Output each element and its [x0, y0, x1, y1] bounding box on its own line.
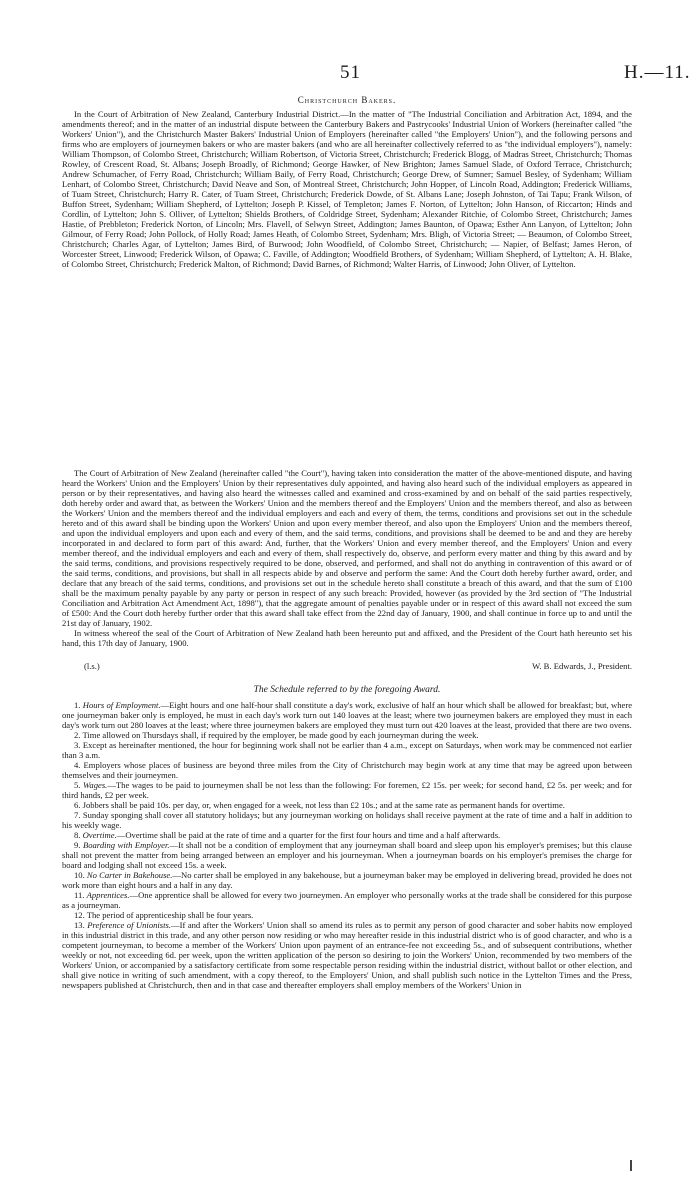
clause-heading: Boarding with Employer. — [82, 840, 170, 850]
clause-number: 6. — [74, 800, 83, 810]
schedule-clause — [62, 740, 632, 760]
clause-text: —Overtime shall be paid at the rate of time and a quarter for the first four hours and time and a half afterwards. — [116, 830, 501, 840]
award-paragraph: The Court of Arbitration of New Zealand (hereinafter called "the Court"), having taken into consideration the matter of the above-mentioned dispute, and having heard the Workers' Union and the Employers' Union by their representatives duly appointed, and having also heard such of the individual employers as appeared in person or by their representatives, and having also heard the witnesses called and examined and cross-examined by and on behalf of the said parties respectively, doth hereby order and award that, as between the Workers' Union and the members thereof and the Employers' Union and the members thereof, and also as between the Workers' Union and the members thereof and the individual employers and each and every of them, the terms, conditions and provisions set out in the schedule hereto and of this award shall be binding upon the Workers' Union and upon every member thereof, and also upon the Employers' Union and the members thereof, and upon the individual employers and upon each and every of them, and the said terms, conditions, and provisions shall be deemed to be and and they are hereby incorporated in and declared to form part of this award: And, further, that the Workers' Union and every member thereof, and the Employers' Union and every member thereof, and the individual employers and each and every of them, shall respectively do, observe, and perform every matter and thing by this award and by the said terms, conditions, and provisions respectively required to be done, observed, and performed, and shall not do anything in contravention of this award or of the said terms, conditions, and provisions, but shall in all respects abide by and observe and perform the same: And the Court doth hereby further award, order, and declare that any breach of the said terms, conditions, and provisions set out in the schedule hereto shall constitute a breach of this award, and that the sum of £100 shall be the maximum penalty payable by any party or person in respect of any such breach: Provided, however (as provided by the 3rd section of "The Industrial Conciliation and Arbitration Act Amendment Act, 1898"), that the aggregate amount of penalties payable under or in respect of this award shall not exceed the sum of £500: And the Court doth hereby further order that this award shall take effect from the 22nd day of January, 1900, and shall continue in force up to and until the 21st day of January, 1902. — [62, 468, 632, 628]
schedule-clause — [62, 920, 632, 990]
schedule-title: The Schedule referred to by the foregoing Award. — [253, 685, 441, 695]
schedule-clause — [62, 830, 632, 840]
clause-text: —It shall not be a condition of employment that any journeyman shall board and sleep upon his employer's premises; but this clause shall not prevent the matter from being arranged between an employer and his journeyman. When a journeyman boards on his employer's premises the charge for board and lodging shall not exceed 15s. a week. — [62, 840, 632, 870]
clause-number: 4. — [74, 760, 84, 770]
clause-text: —Eight hours and one half-hour shall constitute a day's work, exclusive of half an hour which shall be allowed for breakfast; but, where one journeyman baker only is employed, he must in each day's work turn out 140 loaves at the least; where two journeymen bakers are employed they must in each day's work turn out 280 loaves at the least; where three journeymen bakers are employed they must turn out 420 loaves at the least, provided that there are two ovens. — [62, 700, 633, 730]
schedule-clause — [62, 870, 632, 890]
president-signature: W. B. Edwards, J., President. — [532, 661, 632, 671]
clause-text: Employers whose places of business are beyond three miles from the City of Christchurch may begin work at any time that may be agreed upon between themselves and their journeymen. — [62, 760, 633, 780]
schedule-clause — [62, 730, 632, 740]
schedule-clause — [62, 910, 632, 920]
page-number: 51 — [340, 62, 361, 83]
witness-paragraph: In witness whereof the seal of the Court of Arbitration of New Zealand hath been hereunto put and affixed, and the President of the Court hath hereunto set his hand, this 17th day of January, 1900. — [62, 628, 632, 648]
clause-number: 7. — [74, 810, 83, 820]
clause-number: 10. — [74, 870, 87, 880]
schedule-clause — [62, 810, 632, 830]
clause-heading: Overtime. — [82, 830, 117, 840]
clause-text: —The wages to be paid to journeymen shall be not less than the following: For foremen, £2 15s. per week; for second hand, £2 5s. per week; and for third hands, £2 per week. — [62, 780, 633, 800]
clause-number: 12. — [74, 910, 87, 920]
margin-mark — [630, 1160, 632, 1171]
clause-number: 1. — [74, 700, 83, 710]
clause-heading: No Carter in Bakehouse. — [86, 870, 173, 880]
clause-heading: Preference of Unionists. — [87, 920, 172, 930]
clause-text: Jobbers shall be paid 10s. per day, or, when engaged for a week, not less than £2 10s.; and at the same rate as permanent hands for overtime. — [82, 800, 565, 810]
schedule-clause — [62, 840, 632, 870]
clause-number: 9. — [74, 840, 83, 850]
clause-text: Time allowed on Thursdays shall, if required by the employer, be made good by each journeyman during the week. — [82, 730, 479, 740]
section-title: Christchurch Bakers. — [297, 95, 397, 105]
clause-number: 11. — [74, 890, 87, 900]
schedule-clause — [62, 760, 632, 780]
clause-number: 3. — [74, 740, 83, 750]
clause-text: —If and after the Workers' Union shall so amend its rules as to permit any person of good character and sober habits now employed in this industrial district in this trade, and any other person now residing or who may hereafter reside in this industrial district who is of good character, and who is a competent journeyman, to become a member of the Workers' Union upon payment of an entrance-fee not exceeding 5s., and of subsequent contributions, whether weekly or not, not exceeding 6d. per week, upon the written application of the person so desiring to join the Workers' Union, recommended by two members of the Workers' Union, or accompanied by a satisfactory certificate from some respectable person residing within the industrial district, without ballot or other election, and shall give notice in writing of such amendment, with a copy thereof, to the Employers' Union, and shall publish such notice in the Lyttelton Times and the Press, newspapers published at Christchurch, then and in that case and thereafter employers shall employ members of the Workers' Union in — [62, 920, 633, 990]
document-reference: H.—11. — [624, 62, 691, 83]
clause-heading: Wages. — [83, 780, 108, 790]
schedule-clause — [62, 890, 632, 910]
schedule-clause — [62, 780, 632, 800]
clause-text: —One apprentice shall be allowed for every two journeymen. An employer who personally works at the trade shall be considered for this purpose as a journeyman. — [62, 890, 632, 910]
clause-number: 8. — [74, 830, 83, 840]
clause-number: 2. — [74, 730, 83, 740]
clause-text: Sunday sponging shall cover all statutory holidays; but any journeyman working on holidays shall receive payment at the rate of time and a half in addition to his weekly wage. — [62, 810, 632, 830]
preamble-paragraph: In the Court of Arbitration of New Zealand, Canterbury Industrial District.—In the matter of "The Industrial Conciliation and Arbitration Act, 1894, and the amendments thereof; and in the matter of an industrial dispute between the Canterbury Bakers and Pastrycooks' Industrial Union of Workers (hereinafter called "the Workers' Union"), and the Christchurch Master Bakers' Industrial Union of Employers (hereinafter called "the Employers' Union"), and the following persons and firms who are employers of journeymen bakers or who are master bakers (and who are all hereinafter collectively referred to as "the individual employers"), namely: William Thompson, of Colombo Street, Christchurch; William Robertson, of Victoria Street, Christchurch; Frederick Blogg, of Madras Street, Christchurch; Thomas Rowley, of Crescent Road, St. Albans; Joseph Broadly, of Richmond; George Hawker, of New Brighton; James Samuel Slade, of Oxford Terrace, Christchurch; Andrew Schumacher, of Ferry Road, Christchurch; William Baily, of Ferry Road, Christchurch; George Drew, of Sumner; Samuel Besley, of Sydenham; William Lenhart, of Colombo Street, Christchurch; David Neave and Son, of Montreal Street, Christchurch; John Hopper, of Lincoln Road, Addington; Frederick Williams, of Tuam Street, Christchurch; Harry R. Cater, of Tuam Street, Christchurch; Frederick Dowde, of St. Albans Lane; Joseph Johnston, of Tai Tapu; Frank Wilson, of Buffon Street, Sydenham; William Shepherd, of Lyttelton; Joseph P. Kissel, of Templeton; James F. Norton, of Lyttelton; John Hanson, of Riccarton; Hinds and Cordlin, of Lyttelton; John S. Olliver, of Lyttelton; Shields Brothers, of Coldridge Street, Sydenham; Alexander Ritchie, of Colombo Street, Christchurch; James Hastie, of Prebbleton; Frederick Norton, of Lincoln; Mrs. Flavell, of Selwyn Street, Addington; James Baunton, of Opawa; Esther Ann Lanyon, of Lyttelton; John Gilmour, of Ferry Road; John Pollock, of Holly Road; James Heath, of Colombo Street, Sydenham; Mrs. Bligh, of Victoria Street; — Beaumon, of Colombo Street, Christchurch; Charles Agar, of Lyttelton; James Bird, of Burwood; John Woodfield, of Colombo Street, Christchurch; — Napier, of Belfast; James Heron, of Worcester Street, Linwood; Frederick Wilson, of Opawa; C. Faville, of Addington; Woodfield Brothers, of Sydenham; William Shepherd, of Lyttelton; A. H. Blake, of Colombo Street, Christchurch; Frederick Malton, of Richmond; David Barnes, of Richmond; Walter Harris, of Linwood; John Oliver, of Lyttelton. — [62, 109, 632, 269]
clause-text: —No carter shall be employed in any bakehouse, but a journeyman baker may be employed in delivering bread, provided he does not work more than eight hours and a half in any day. — [62, 870, 632, 890]
award-block — [62, 468, 632, 648]
seal-mark: (l.s.) — [84, 661, 100, 671]
schedule-clauses — [62, 700, 632, 990]
schedule-clause — [62, 800, 632, 810]
clause-text: Except as hereinafter mentioned, the hour for beginning work shall not be earlier than 4 a.m., except on Saturdays, when work may be commenced not earlier than 3 a.m. — [62, 740, 633, 760]
clause-number: 5. — [74, 780, 84, 790]
preamble-block — [62, 109, 632, 269]
schedule-clause — [62, 700, 632, 730]
clause-text: The period of apprenticeship shall be four years. — [86, 910, 254, 920]
clause-heading: Hours of Employment. — [82, 700, 161, 710]
clause-heading: Apprentices. — [86, 890, 130, 900]
clause-number: 13. — [74, 920, 88, 930]
